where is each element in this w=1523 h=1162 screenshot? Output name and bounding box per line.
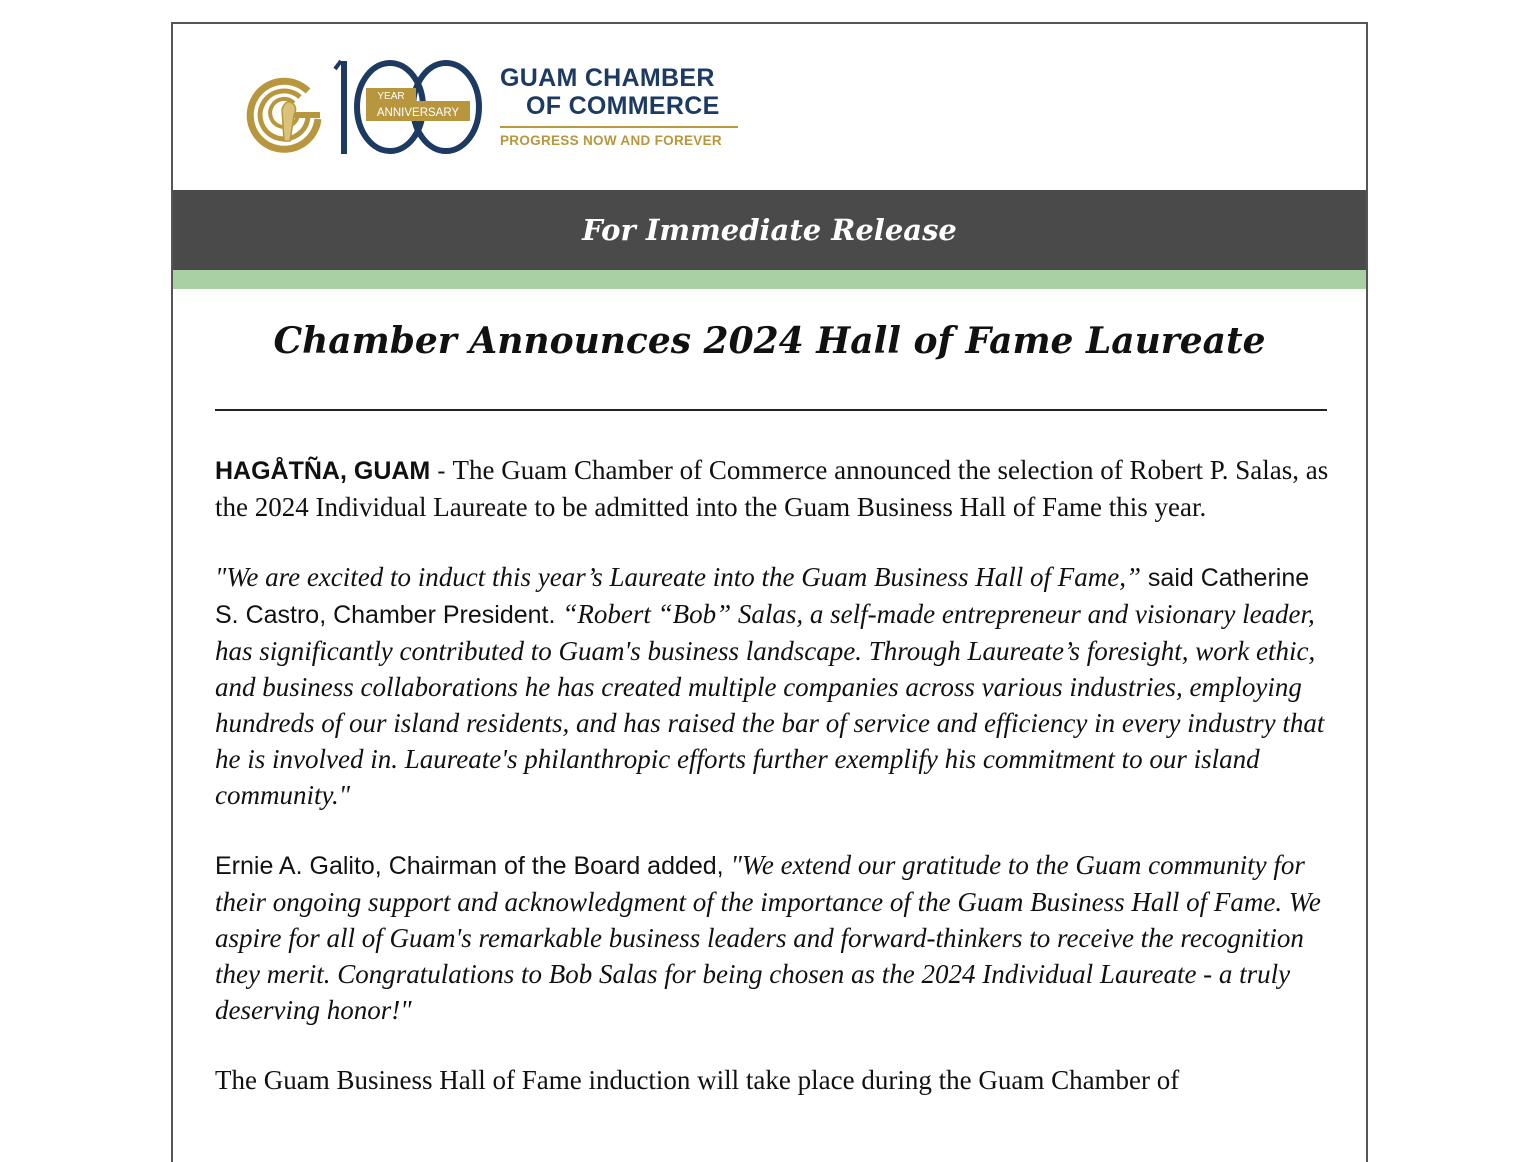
president-quote-part2: “Robert “Bob” Salas, a self-made entrepreneur and visionary leader, has significantly contributed to Guam's business landscape. Through Laureate’s foresight, work ethic, and business collaborations he has created multiple companies across various industries, employing hundreds of our island residents, and has raised the bar of service and efficiency in every industry that he is involved in. Laureate's philanthropic efforts further exemplify his commitment to our island community." xyxy=(215,599,1325,810)
org-tagline: PROGRESS NOW AND FOREVER xyxy=(500,133,722,148)
dateline: HAGÅTÑA, GUAM xyxy=(215,457,431,485)
press-release-page xyxy=(171,22,1368,1162)
paragraph-intro xyxy=(215,452,1330,525)
accent-bar xyxy=(173,270,1366,289)
paragraph-president-quote xyxy=(215,559,1330,813)
chairman-quote: "We extend our gratitude to the Guam community for their ongoing support and acknowledgment of the importance of the Guam Business Hall of Fame. We aspire for all of Guam's remarkable business leaders and forward-thinkers to receive the recognition they merit. Congratulations to Bob Salas for being chosen as the 2024 Individual Laureate - a truly deserving honor!" xyxy=(215,850,1321,1025)
org-name-line2: OF COMMERCE xyxy=(526,92,720,120)
page-title: Chamber Announces 2024 Hall of Fame Laureate xyxy=(273,320,1266,362)
president-quote-part1: "We are excited to induct this year’s Laureate into the Guam Business Hall of Fame,” xyxy=(215,562,1141,592)
president-attribution: said Catherine S. Castro, Chamber President. xyxy=(215,564,1310,629)
badge-year-label: YEAR xyxy=(377,91,405,102)
chamber-logo xyxy=(238,59,758,159)
paragraph-induction xyxy=(215,1062,1330,1098)
tagline-divider xyxy=(500,126,738,128)
release-banner-text: For Immediate Release xyxy=(582,213,957,247)
intro-text: The Guam Chamber of Commerce announced the selection of Robert P. Salas, as the 2024 Individual Laureate to be admitted into the Guam Business Hall of Fame this year. xyxy=(215,455,1329,522)
dateline-separator: - xyxy=(430,457,453,485)
chairman-attribution: Ernie A. Galito, Chairman of the Board added, xyxy=(215,852,731,880)
paragraph-chairman-quote xyxy=(215,847,1330,1028)
release-banner xyxy=(173,190,1366,270)
centennial-emblem-icon xyxy=(238,59,488,159)
badge-anniversary-label: ANNIVERSARY xyxy=(376,107,460,119)
org-name-block xyxy=(500,64,738,148)
org-name-line1: GUAM CHAMBER xyxy=(500,64,715,92)
article-body xyxy=(215,452,1330,1132)
induction-text: The Guam Business Hall of Fame induction will take place during the Guam Chamber of xyxy=(215,1065,1180,1095)
headline-divider xyxy=(215,409,1327,411)
